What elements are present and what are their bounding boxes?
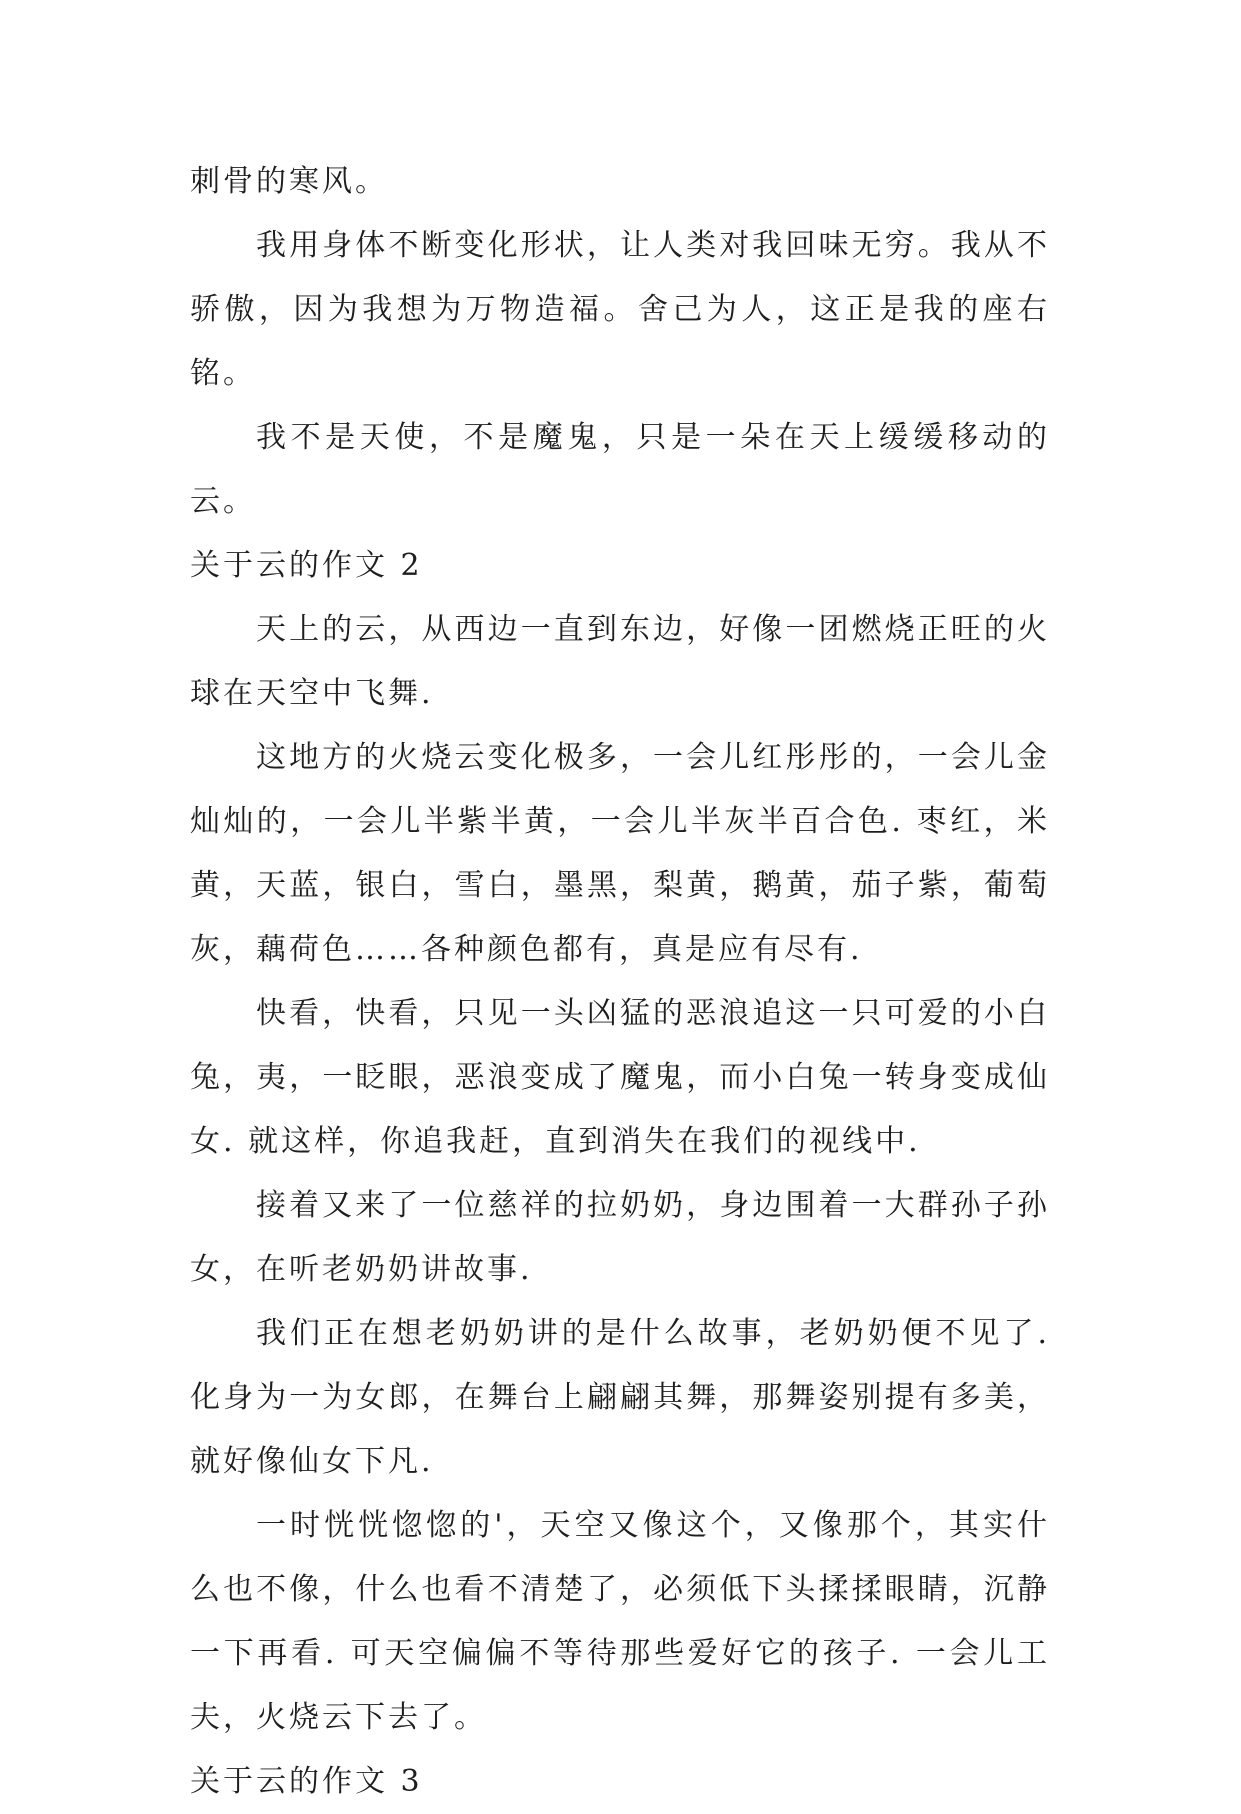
paragraph: 这地方的火烧云变化极多，一会儿红彤彤的，一会儿金灿灿的，一会儿半紫半黄，一会儿半灰半百合色. 枣红，米黄，天蓝，银白，雪白，墨黑，梨黄，鹅黄，茄子紫，葡萄灰，藕荷色……各种颜色都有，真是应有尽有. [190, 740, 1050, 967]
paragraph: 快看，快看，只见一头凶猛的恶浪追这一只可爱的小白兔，夷，一眨眼，恶浪变成了魔鬼，而小白兔一转身变成仙女. 就这样，你追我赶，直到消失在我们的视线中. [190, 996, 1050, 1159]
section-heading: 关于云的作文 3 [190, 1764, 423, 1799]
paragraph: 我不是天使，不是魔鬼，只是一朵在天上缓缓移动的云。 [190, 420, 1050, 519]
paragraph: 天上的云，从西边一直到东边，好像一团燃烧正旺的火球在天空中飞舞. [190, 612, 1050, 711]
paragraph: 我用身体不断变化形状，让人类对我回味无穷。我从不骄傲，因为我想为万物造福。舍己为人，这正是我的座右铭。 [190, 228, 1050, 391]
paragraph: 刺骨的寒风。 [190, 164, 388, 199]
document-body [190, 150, 1050, 1814]
section-heading: 关于云的作文 2 [190, 548, 423, 583]
paragraph: 我们正在想老奶奶讲的是什么故事，老奶奶便不见了. 化身为一为女郎，在舞台上翩翩其舞，那舞姿别提有多美，就好像仙女下凡. [190, 1316, 1050, 1479]
paragraph: 接着又来了一位慈祥的拉奶奶，身边围着一大群孙子孙女，在听老奶奶讲故事. [190, 1188, 1050, 1287]
paragraph: 一时恍恍惚惚的'，天空又像这个，又像那个，其实什么也不像，什么也看不清楚了，必须低下头揉揉眼睛，沉静一下再看. 可天空偏偏不等待那些爱好它的孩子. 一会儿工夫，火烧云下去了。 [190, 1508, 1050, 1735]
